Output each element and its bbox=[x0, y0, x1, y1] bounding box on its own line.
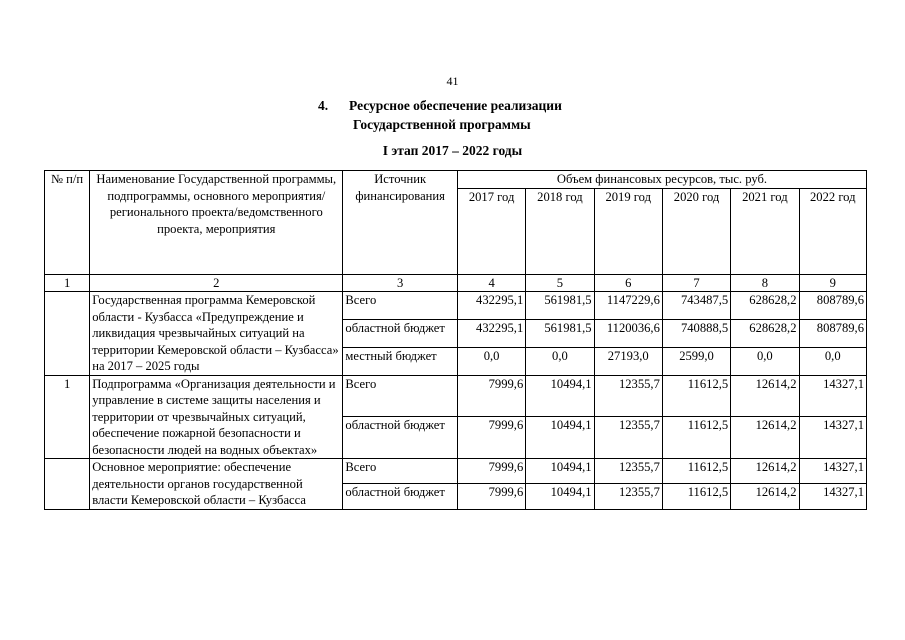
row-value: 628628,2 bbox=[731, 292, 799, 320]
row-value: 0,0 bbox=[526, 347, 594, 375]
row-value: 11612,5 bbox=[662, 375, 730, 417]
row-value: 740888,5 bbox=[662, 319, 730, 347]
row-value: 10494,1 bbox=[526, 484, 594, 509]
header-year: 2018 год bbox=[526, 188, 594, 274]
row-value: 628628,2 bbox=[731, 319, 799, 347]
row-value: 12614,2 bbox=[731, 459, 799, 484]
row-value: 432295,1 bbox=[457, 292, 525, 320]
header-year: 2017 год bbox=[457, 188, 525, 274]
table-row bbox=[45, 292, 867, 320]
row-value: 14327,1 bbox=[799, 375, 867, 417]
column-index: 1 bbox=[45, 274, 90, 292]
row-value: 27193,0 bbox=[594, 347, 662, 375]
row-value: 10494,1 bbox=[526, 417, 594, 459]
row-value: 432295,1 bbox=[457, 319, 525, 347]
header-year: 2020 год bbox=[662, 188, 730, 274]
row-value: 10494,1 bbox=[526, 459, 594, 484]
row-value: 12614,2 bbox=[731, 484, 799, 509]
row-value: 743487,5 bbox=[662, 292, 730, 320]
row-value: 12355,7 bbox=[594, 484, 662, 509]
section-number: 4. bbox=[318, 98, 329, 113]
page-number: 41 bbox=[446, 74, 459, 88]
column-index: 8 bbox=[731, 274, 799, 292]
row-value: 12355,7 bbox=[594, 417, 662, 459]
row-value: 808789,6 bbox=[799, 292, 867, 320]
row-value: 14327,1 bbox=[799, 484, 867, 509]
row-value: 7999,6 bbox=[457, 484, 525, 509]
table-row bbox=[45, 375, 867, 417]
row-value: 11612,5 bbox=[662, 484, 730, 509]
resource-table bbox=[44, 170, 867, 510]
row-value: 7999,6 bbox=[457, 417, 525, 459]
row-number bbox=[45, 292, 90, 376]
header-year: 2019 год bbox=[594, 188, 662, 274]
row-name: Подпрограмма «Организация деятельности и управление в системе защиты населения и территории от чрезвычайных ситуаций, обеспечение пожарной безопасности и безопасности людей на водных объектах» bbox=[90, 375, 343, 459]
row-value: 0,0 bbox=[457, 347, 525, 375]
header-volume: Объем финансовых ресурсов, тыс. руб. bbox=[457, 171, 866, 189]
row-value: 2599,0 bbox=[662, 347, 730, 375]
column-index: 4 bbox=[457, 274, 525, 292]
row-value: 1147229,6 bbox=[594, 292, 662, 320]
row-value: 12355,7 bbox=[594, 375, 662, 417]
row-value: 11612,5 bbox=[662, 459, 730, 484]
row-number bbox=[45, 459, 90, 510]
row-value: 0,0 bbox=[799, 347, 867, 375]
column-index: 6 bbox=[594, 274, 662, 292]
column-index: 3 bbox=[343, 274, 458, 292]
header-num: № п/п bbox=[45, 171, 90, 275]
row-value: 7999,6 bbox=[457, 459, 525, 484]
row-source: областной бюджет bbox=[343, 319, 458, 347]
table-row bbox=[45, 459, 867, 484]
row-source: Всего bbox=[343, 375, 458, 417]
row-source: областной бюджет bbox=[343, 484, 458, 509]
section-title-line2: Государственной программы bbox=[353, 117, 531, 132]
column-index: 7 bbox=[662, 274, 730, 292]
stage-title: I этап 2017 – 2022 годы bbox=[382, 143, 523, 158]
column-index: 9 bbox=[799, 274, 867, 292]
row-value: 10494,1 bbox=[526, 375, 594, 417]
row-value: 12614,2 bbox=[731, 375, 799, 417]
row-source: Всего bbox=[343, 292, 458, 320]
row-value: 1120036,6 bbox=[594, 319, 662, 347]
header-year: 2021 год bbox=[731, 188, 799, 274]
section-title-line1: Ресурсное обеспечение реализации bbox=[349, 98, 562, 113]
row-name: Государственная программа Кемеровской области - Кузбасса «Предупреждение и ликвидация чрезвычайных ситуаций на территории Кемеровской области – Кузбасса» на 2017 – 2025 годы bbox=[90, 292, 343, 376]
row-value: 12355,7 bbox=[594, 459, 662, 484]
row-value: 7999,6 bbox=[457, 375, 525, 417]
row-value: 0,0 bbox=[731, 347, 799, 375]
row-value: 12614,2 bbox=[731, 417, 799, 459]
header-row bbox=[45, 171, 867, 189]
column-index: 2 bbox=[90, 274, 343, 292]
row-source: областной бюджет bbox=[343, 417, 458, 459]
row-source: местный бюджет bbox=[343, 347, 458, 375]
header-name: Наименование Государственной программы, подпрограммы, основного мероприятия/регионального проекта/ведомственного проекта, мероприятия bbox=[90, 171, 343, 275]
row-value: 14327,1 bbox=[799, 459, 867, 484]
row-value: 11612,5 bbox=[662, 417, 730, 459]
row-value: 561981,5 bbox=[526, 319, 594, 347]
row-value: 808789,6 bbox=[799, 319, 867, 347]
row-number: 1 bbox=[45, 375, 90, 459]
header-year: 2022 год bbox=[799, 188, 867, 274]
column-index-row bbox=[45, 274, 867, 292]
row-value: 561981,5 bbox=[526, 292, 594, 320]
row-value: 14327,1 bbox=[799, 417, 867, 459]
row-name: Основное мероприятие: обеспечение деятельности органов государственной власти Кемеровской области – Кузбасса bbox=[90, 459, 343, 510]
row-source: Всего bbox=[343, 459, 458, 484]
header-source: Источник финансирования bbox=[343, 171, 458, 275]
column-index: 5 bbox=[526, 274, 594, 292]
